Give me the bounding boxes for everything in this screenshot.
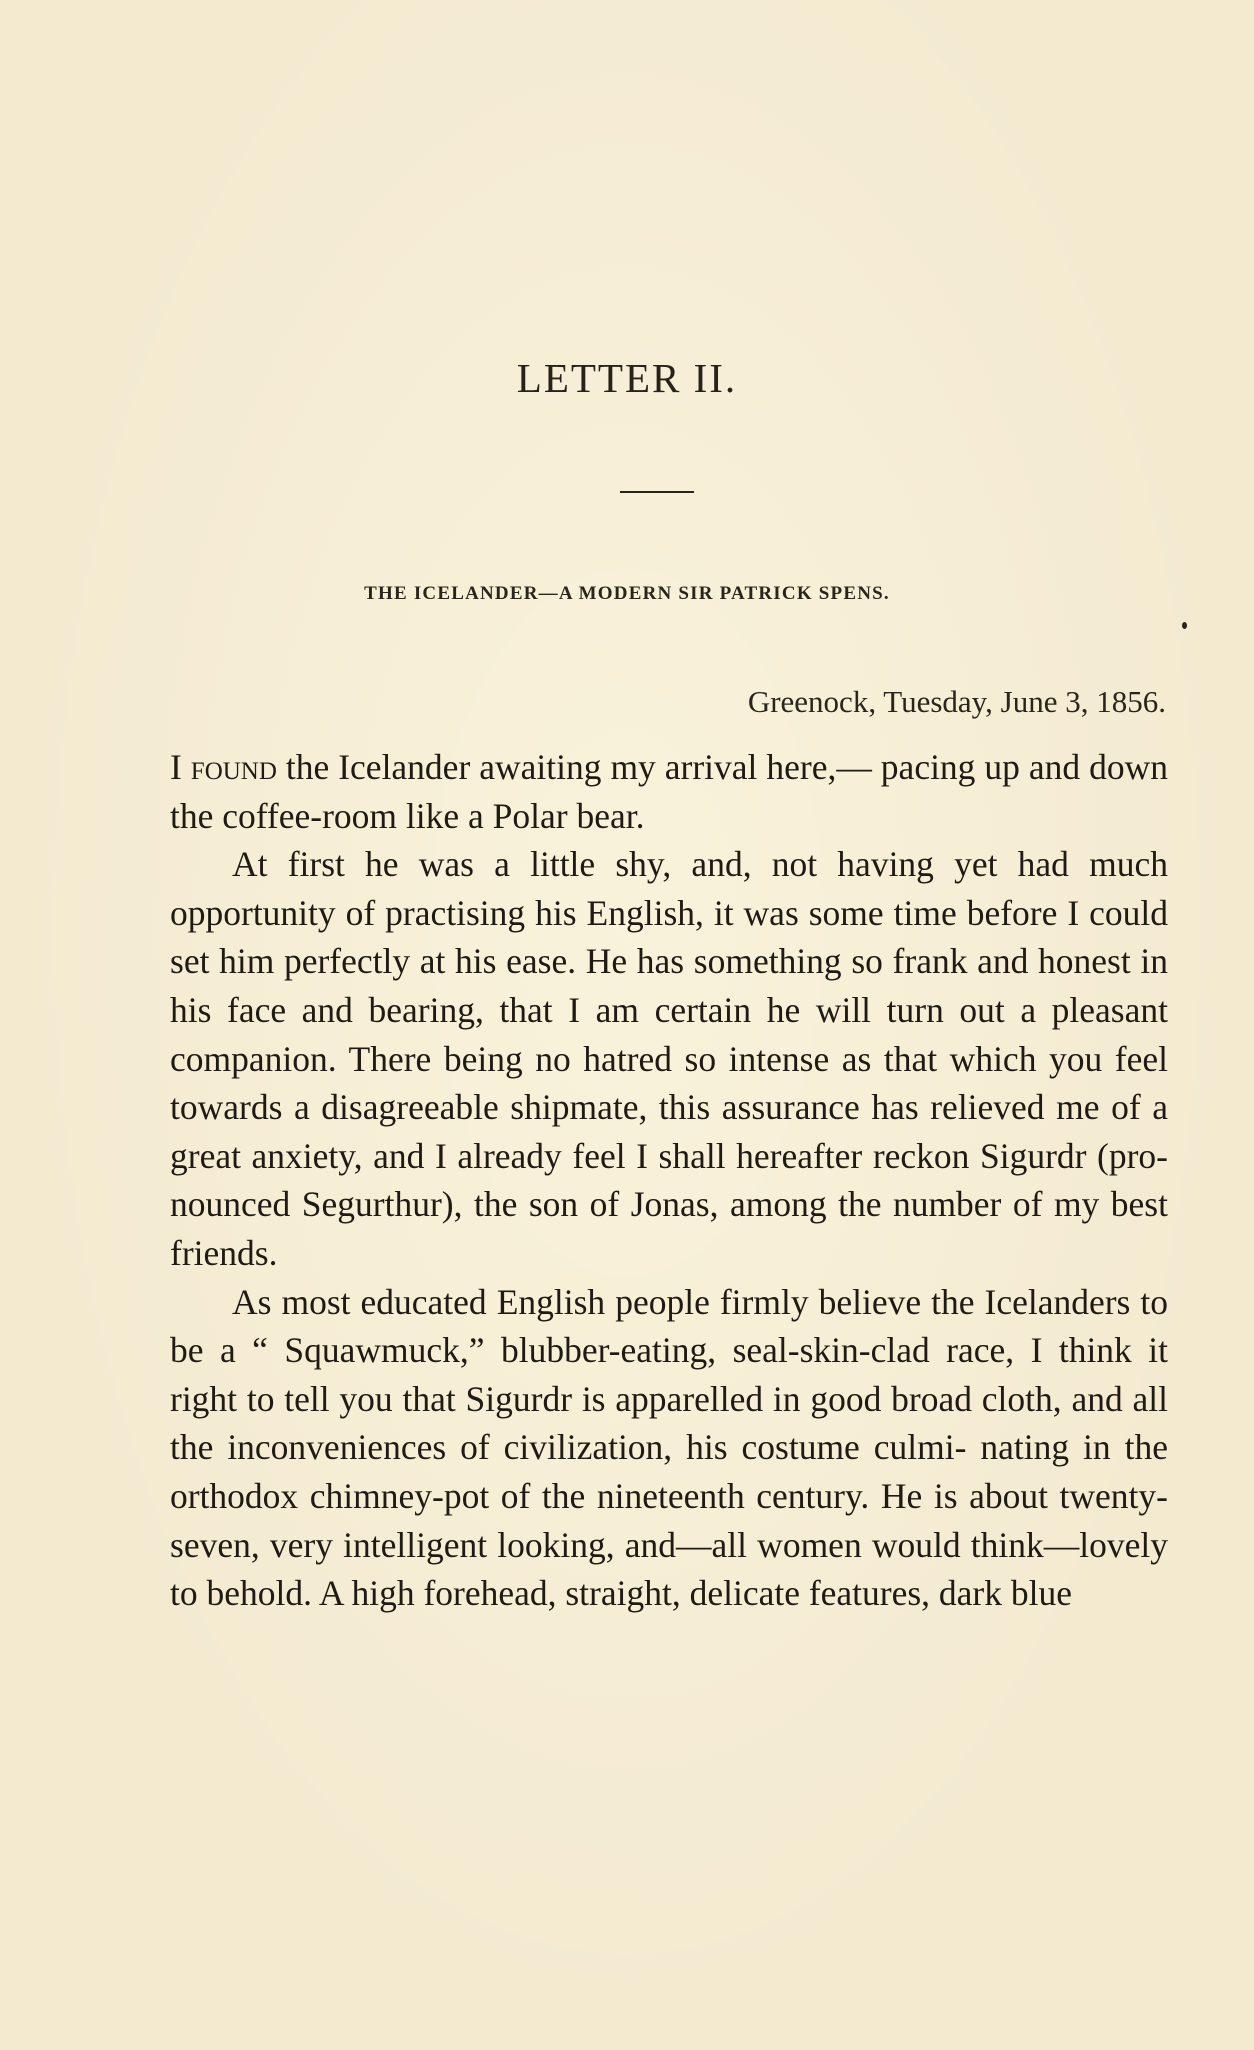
- paragraph-1-text: the Icelander awaiting my arrival here,— pacing up and down the coffee-room like a Polar bear.: [170, 747, 1168, 836]
- paragraph-3: As most educated English people firmly believe the Icelanders to be a “ Squawmuck,” blubber-eating, seal-skin-clad race, I think it right to tell you that Sigurdr is apparelled in good broad cloth, and all the inconveniences of civilization, his costume culmi- nating in the orthodox chimney-pot of the nineteenth century. He is about twenty-seven, very intelligent looking, and—all women would think—lovely to behold. A high forehead, straight, delicate features, dark blue: [170, 1281, 1168, 1614]
- paragraph-1-lead-smallcaps: found: [181, 747, 277, 787]
- title-rule-divider: [620, 491, 694, 493]
- letter-dateline: Greenock, Tuesday, June 3, 1856.: [747, 684, 1166, 719]
- chapter-subtitle: THE ICELANDER—A MODERN SIR PATRICK SPENS.: [364, 583, 890, 604]
- chapter-title: LETTER II.: [516, 355, 738, 401]
- paragraph-2: At first he was a little shy, and, not having yet had much opportunity of practising his English, it was some time before I could set him perfectly at his ease. He has something so frank and honest in his face and bearing, that I am certain he will turn out a pleasant companion. There being no hatred so intense as that which you feel towards a disagreeable shipmate, this assurance has relieved me of a great anxiety, and I already feel I shall hereafter reckon Sigurdr (pro- nounced Segurthur), the son of Jonas, among the number of my best friends.: [170, 844, 1168, 1273]
- paragraph-1: [170, 743, 1168, 840]
- ink-speck: [1182, 622, 1187, 629]
- paragraph-1-lead: I: [170, 747, 182, 787]
- letter-body: [170, 743, 1168, 1618]
